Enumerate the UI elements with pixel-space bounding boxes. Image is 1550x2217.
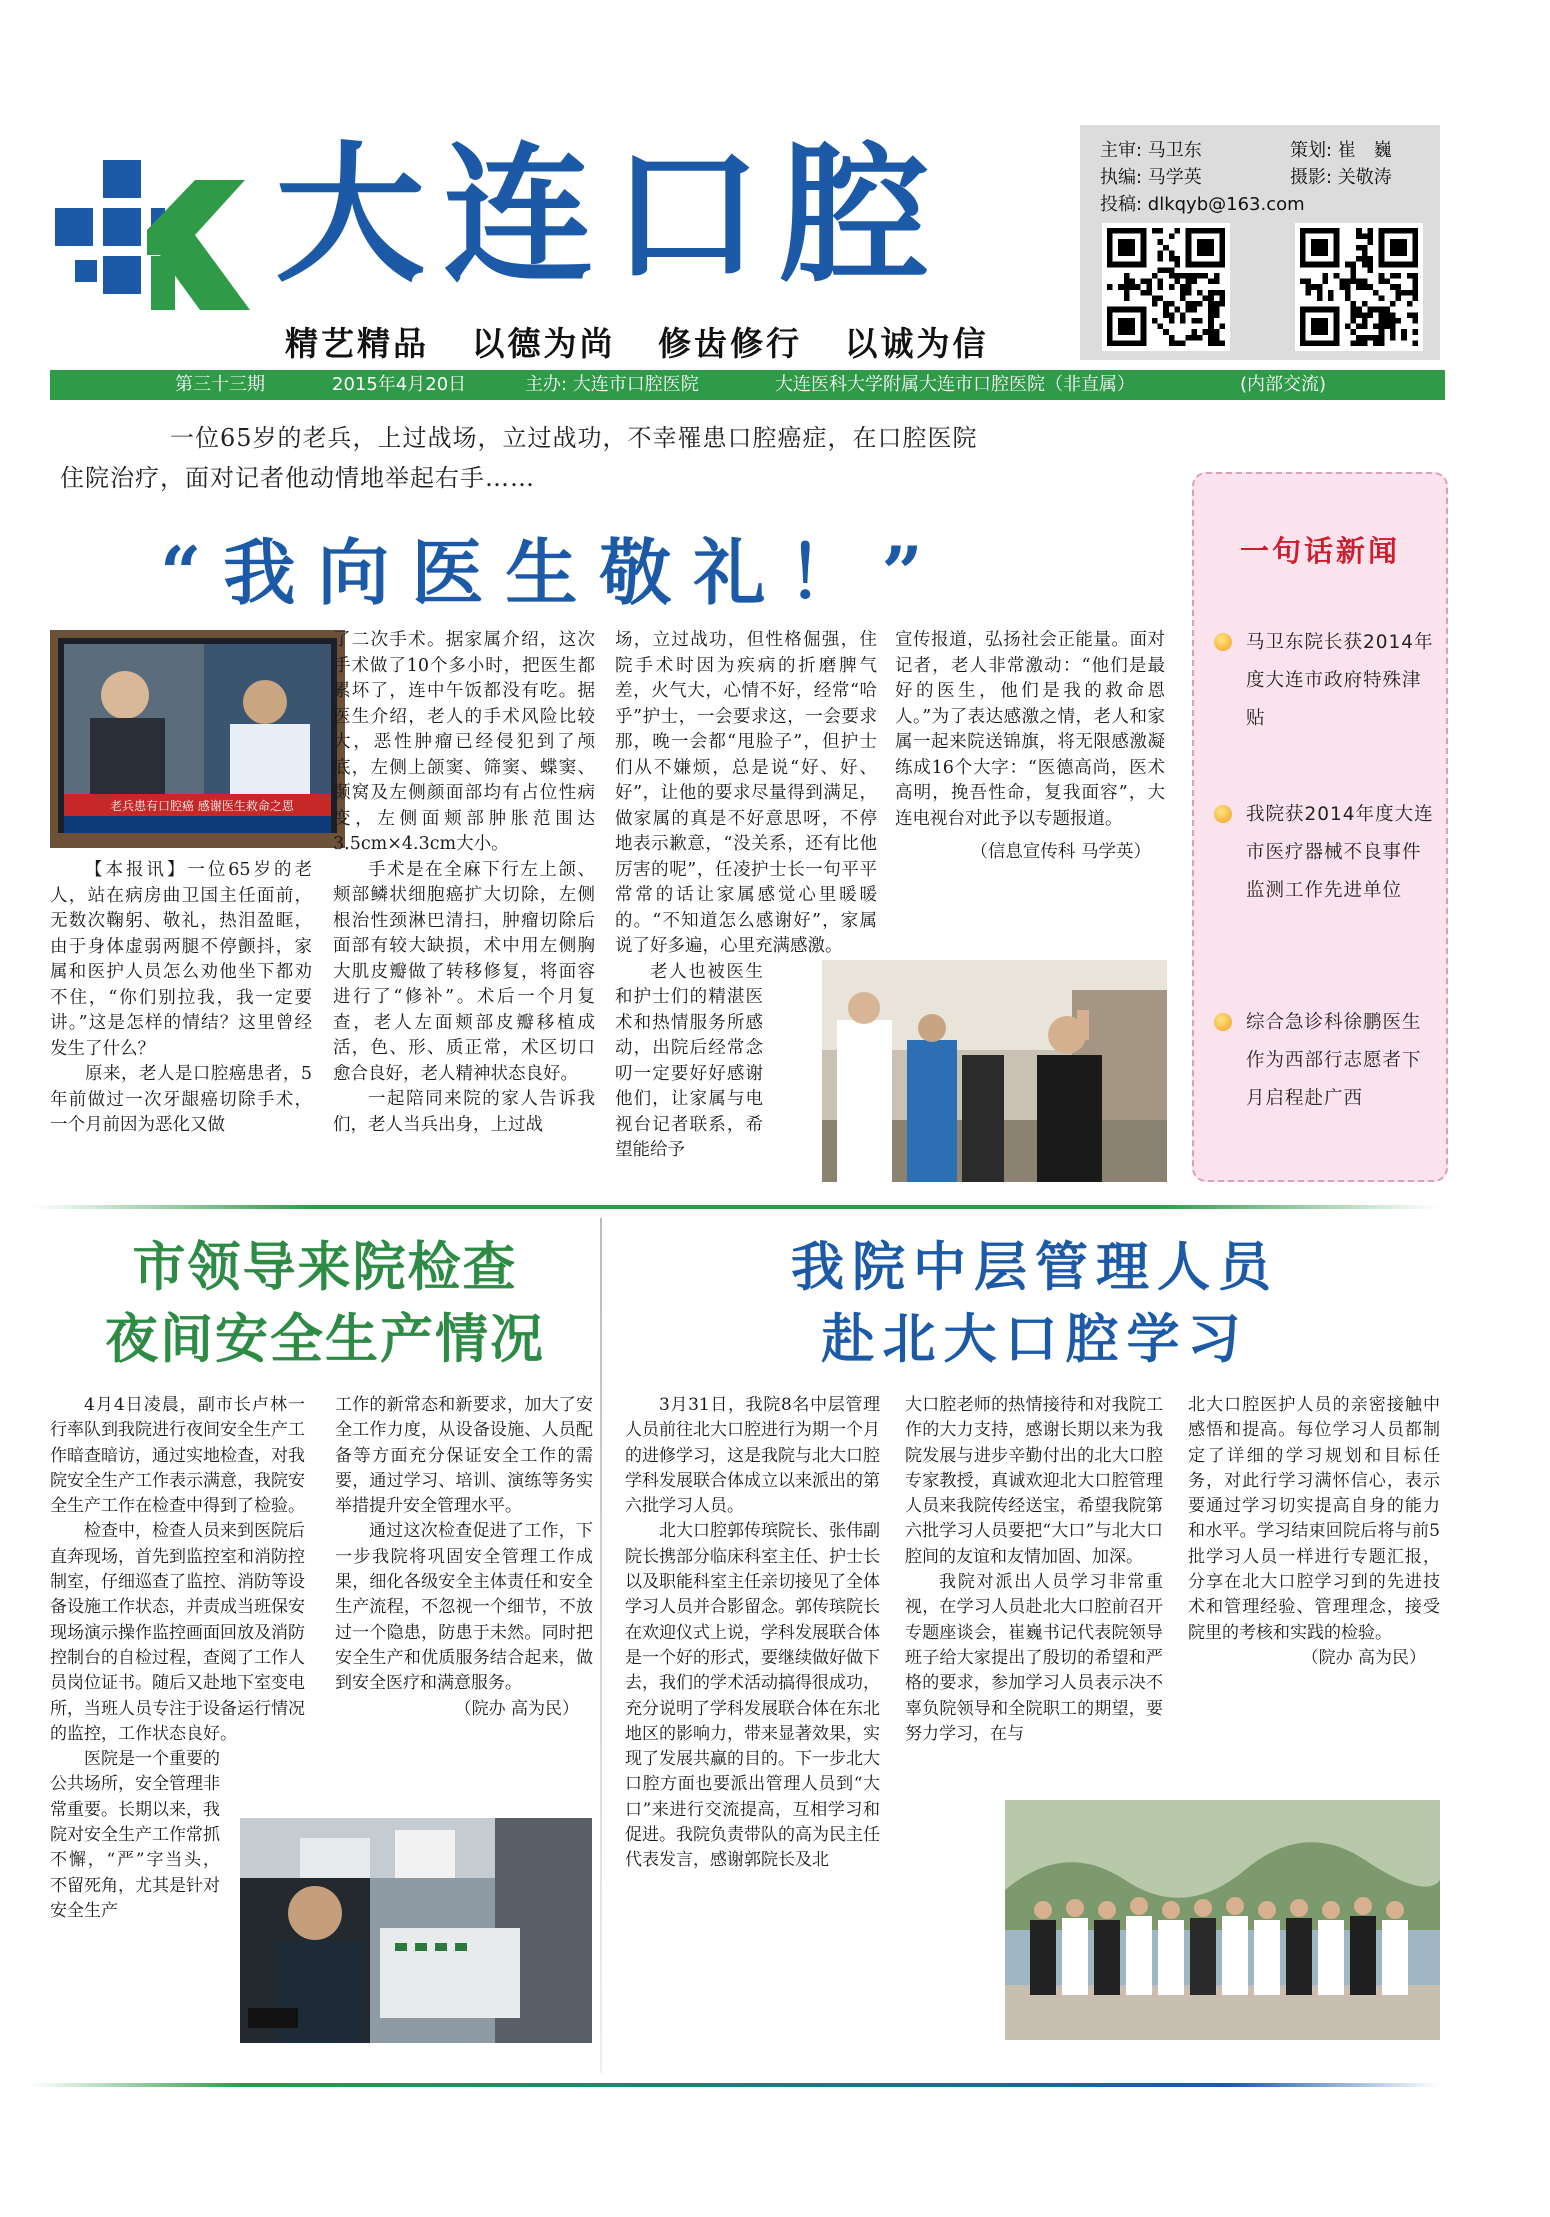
lead-intro xyxy=(60,418,1115,498)
masthead-title: 大连口腔 xyxy=(275,127,948,303)
sidebar-title: 一句话新闻 xyxy=(1239,534,1400,568)
news-item-text: 马卫东院长获2014年度大连市政府特殊津贴 xyxy=(1246,632,1434,729)
lead-intro-line1: 一位65岁的老兵，上过战场，立过战功，不幸罹患口腔癌症，在口腔医院 xyxy=(170,424,978,452)
news-item-text: 我院获2014年度大连市医疗器械不良事件监测工作先进单位 xyxy=(1246,804,1434,901)
story2-photo xyxy=(240,1818,592,2043)
submission-email[interactable]: 投稿: dlkqyb@163.com xyxy=(1100,194,1305,215)
planning: 策划: 崔 巍 xyxy=(1290,140,1392,161)
lead-col1-para: 【本报讯】一位65岁的老人，站在病房曲卫国主任面前，无数次鞠躬、敬礼，热泪盈眶，由于身体虚弱两腿不停颤抖，家属和医护人员怎么劝他坐下都劝不住，“你们别拉我，我一定要讲。”这是怎样的情结？这里曾经发生了什么？ xyxy=(50,860,312,1059)
lead-col2-para: 了二次手术。据家属介绍，这次手术做了10个多小时，把医生都累坏了，连中午饭都没有吃。据医生介绍，老人的手术风险比较大，恶性肿瘤已经侵犯到了颅底，左侧上颌窦、筛窦、蝶窦、颞窝及左侧颜面部均有占位性病变，左侧面颊部肿胀范围达3.5cm×4.3cm大小。 xyxy=(333,630,595,854)
slogan-3: 修齿修行 xyxy=(658,324,802,363)
bullet-dot-icon xyxy=(1214,805,1232,823)
lead-column-2 xyxy=(333,628,595,1138)
story2-col2-para: 工作的新常态和新要求，加大了安全工作力度，从设备设施、人员配备等方面充分保证安全工作的需要，通过学习、培训、演练等务实举措提升安全管理水平。 xyxy=(335,1395,593,1517)
column-divider xyxy=(600,1218,602,2073)
lead-col3-para: 老人也被医生和护士们的精湛医术和热情服务所感动，出院后经常念叨一定要好好感谢他们，让家属与电视台记者联系，希望能给予 xyxy=(615,961,763,1160)
lead-intro-line2: 住院治疗，面对记者他动情地举起右手…… xyxy=(60,464,535,492)
lead-col3-para: 场，立过战功，但性格倔强，住院手术时因为疾病的折磨脾气差，火气大，心情不好，经常“哈乎”护士，一会要求这，一会要求那，晚一会都“甩脸子”，但护士们从不嫌烦，总是说“好、好、好”，让他的要求尽量得到满足，做家属的真是不好意思呀，不停地表示歉意，“没关系，还有比他厉害的呢”，任凌护士长一句平平常常的话让家属感觉心里暖暖的。“不知道怎么感谢好”，家属说了好多遍，心里充满感激。 xyxy=(615,630,877,956)
section-divider xyxy=(30,1205,1440,1209)
lead-col2-para: 手术是在全麻下行左上颌、颊部鳞状细胞癌扩大切除，左侧根治性颈淋巴清扫，肿瘤切除后面部有较大缺损，术中用左侧胸大肌皮瓣做了转移修复，将面容进行了“修补”。术后一个月复查，老人左面颊部皮瓣移植成活，色、形、质正常，术区切口愈合良好，老人精神状态良好。 xyxy=(333,859,595,1084)
story2-headline-line1: 市领导来院检查 xyxy=(132,1237,518,1298)
story3-headline xyxy=(640,1232,1430,1376)
bullet-dot-icon xyxy=(1214,633,1232,651)
lead-column-4 xyxy=(895,628,1165,866)
news-item xyxy=(1214,624,1436,738)
lead-column-1 xyxy=(50,858,312,1139)
story3-col2-para: 大口腔老师的热情接待和对我院工作的大力支持，感谢长期以来为我院发展与进步辛勤付出的北大口腔专家教授，真诚欢迎北大口腔管理人员来我院传经送宝，希望我院第六批学习人员要把“大口”与北大口腔间的友谊和友情加固、加深。 xyxy=(905,1395,1163,1567)
lead-photo-caption: 老兵患有口腔癌 感谢医生救命之恩 xyxy=(110,799,294,813)
story3-col2-para: 我院对派出人员学习非常重视，在学习人员赴北大口腔前召开专题座谈会，崔巍书记代表院领导班子给大家提出了殷切的希望和严格的要求，参加学习人员表示决不辜负院领导和全院职工的期望，要努力学习，在与 xyxy=(905,1572,1163,1744)
story2-col1-para: 4月4日凌晨，副市长卢林一行率队到我院进行夜间安全生产工作暗查暗访，通过实地检查，对我院安全生产工作表示满意，我院安全生产工作在检查中得到了检验。 xyxy=(50,1395,305,1517)
one-sentence-news-sidebar xyxy=(1192,472,1448,1182)
slogan-1: 精艺精品 xyxy=(285,324,429,363)
story3-column-2 xyxy=(905,1393,1163,1747)
lead-col1-para: 原来，老人是口腔癌患者，5年前做过一次牙龈癌切除手术，一个月前因为恶化又做 xyxy=(50,1064,312,1135)
lead-headline: “我向医生敬礼！” xyxy=(160,530,945,615)
story3-byline: （院办 高为民） xyxy=(1301,1647,1426,1668)
issue-date: 2015年4月20日 xyxy=(332,374,467,395)
footer-divider xyxy=(30,2083,1440,2087)
slogan xyxy=(285,318,1017,365)
news-item-text: 综合急诊科徐鹏医生作为西部行志愿者下月启程赴广西 xyxy=(1246,1012,1422,1109)
story2-col1-para: 医院是一个重要的公共场所，安全管理非常重要。长期以来，我院对安全生产工作常抓不懈，“严”字当头，不留死角，尤其是针对安全生产 xyxy=(50,1749,220,1921)
story2-col2-para: 通过这次检查促进了工作，下一步我院将巩固安全管理工作成果，细化各级安全主体责任和安全生产流程，不忽视一个细节，不放过一个隐患，防患于未然。同时把安全生产和优质服务结合起来，做到安全医疗和满意服务。 xyxy=(335,1521,593,1694)
story2-column-2 xyxy=(335,1393,593,1722)
chief-editor: 主审: 马卫东 xyxy=(1100,140,1202,161)
issue-affiliation: 大连医科大学附属大连市口腔医院（非直属） xyxy=(775,374,1135,395)
issue-number: 第三十三期 xyxy=(175,374,265,395)
story2-col1-para: 检查中，检查人员来到医院后直奔现场，首先到监控室和消防控制室，仔细巡查了监控、消防等设备设施工作状态，并责成当班保安现场演示操作监控画面回放及消防控制台的自检过程，查阅了工作人员岗位证书。随后又赴地下室变电所，当班人员专注于设备运行情况的监控，工作状态良好。 xyxy=(50,1521,305,1744)
credits xyxy=(1100,137,1392,218)
bullet-dot-icon xyxy=(1214,1013,1232,1031)
lead-photo-salute xyxy=(822,960,1167,1182)
executive-editor: 执编: 马学英 xyxy=(1100,167,1202,188)
lead-byline: （信息宣传科 马学英） xyxy=(970,842,1151,862)
story3-col1-para: 北大口腔郭传瑸院长、张伟副院长携部分临床科室主任、护士长以及职能科室主任亲切接见了全体学习人员并合影留念。郭传瑸院长在欢迎仪式上说，学科发展联合体是一个好的形式，要继续做好做下去，我们的学术活动搞得很成功，充分说明了学科发展联合体在东北地区的影响力，带来显著效果，实现了发展共赢的目的。下一步北大口腔方面也要派出管理人员到“大口”来进行交流提高，互相学习和促进。我院负责带队的高为民主任代表发言，感谢郭院长及北 xyxy=(625,1521,880,1871)
story3-col3-para: 北大口腔医护人员的亲密接触中感悟和提高。每位学习人员都制定了详细的学习规划和目标任务，对此行学习满怀信心，表示要通过学习切实提高自身的能力和水平。学习结束回院后将与前5批学习人员一样进行专题汇报，分享在北大口腔学习到的先进技术和管理经验、管理理念，接受院里的考核和实践的检验。 xyxy=(1188,1395,1440,1643)
story3-column-1 xyxy=(625,1393,880,1874)
slogan-4: 以诚为信 xyxy=(844,324,989,363)
slogan-2: 以德为尚 xyxy=(471,324,616,363)
story2-byline: （院办 高为民） xyxy=(454,1698,579,1719)
issue-note: (内部交流) xyxy=(1240,374,1327,395)
credits-box xyxy=(1080,125,1440,360)
story3-headline-line1: 我院中层管理人员 xyxy=(791,1237,1279,1298)
news-item xyxy=(1214,1004,1436,1118)
qr-code-icon xyxy=(1295,223,1423,351)
story3-headline-line2: 赴北大口腔学习 xyxy=(821,1309,1249,1370)
issue-bar xyxy=(50,370,1445,400)
news-item xyxy=(1214,796,1436,910)
lead-col2-para: 一起陪同来院的家人告诉我们，老人当兵出身，上过战 xyxy=(333,1089,595,1135)
lead-col4-para: 宣传报道，弘扬社会正能量。面对记者，老人非常激动：“他们是最好的医生，他们是我的救命恩人。”为了表达感激之情，老人和家属一起来院送锦旗，将无限感激凝练成16个大字：“医德高尚，医术高明，挽吾性命，复我面容”，大连电视台对此予以专题报道。 xyxy=(895,630,1165,829)
logo-icon xyxy=(55,160,265,320)
photography: 摄影: 关敬涛 xyxy=(1290,167,1392,188)
qr-code-icon xyxy=(1102,223,1230,351)
story3-col1-para: 3月31日，我院8名中层管理人员前往北大口腔进行为期一个月的进修学习，这是我院与北大口腔学科发展联合体成立以来派出的第六批学习人员。 xyxy=(625,1395,880,1517)
lead-photo-tv xyxy=(50,630,345,848)
story3-group-photo xyxy=(1005,1800,1440,2040)
story3-column-3 xyxy=(1188,1393,1440,1671)
story2-headline-line2: 夜间安全生产情况 xyxy=(105,1309,545,1370)
story2-headline xyxy=(60,1232,590,1376)
issue-sponsor: 主办: 大连市口腔医院 xyxy=(525,374,699,395)
